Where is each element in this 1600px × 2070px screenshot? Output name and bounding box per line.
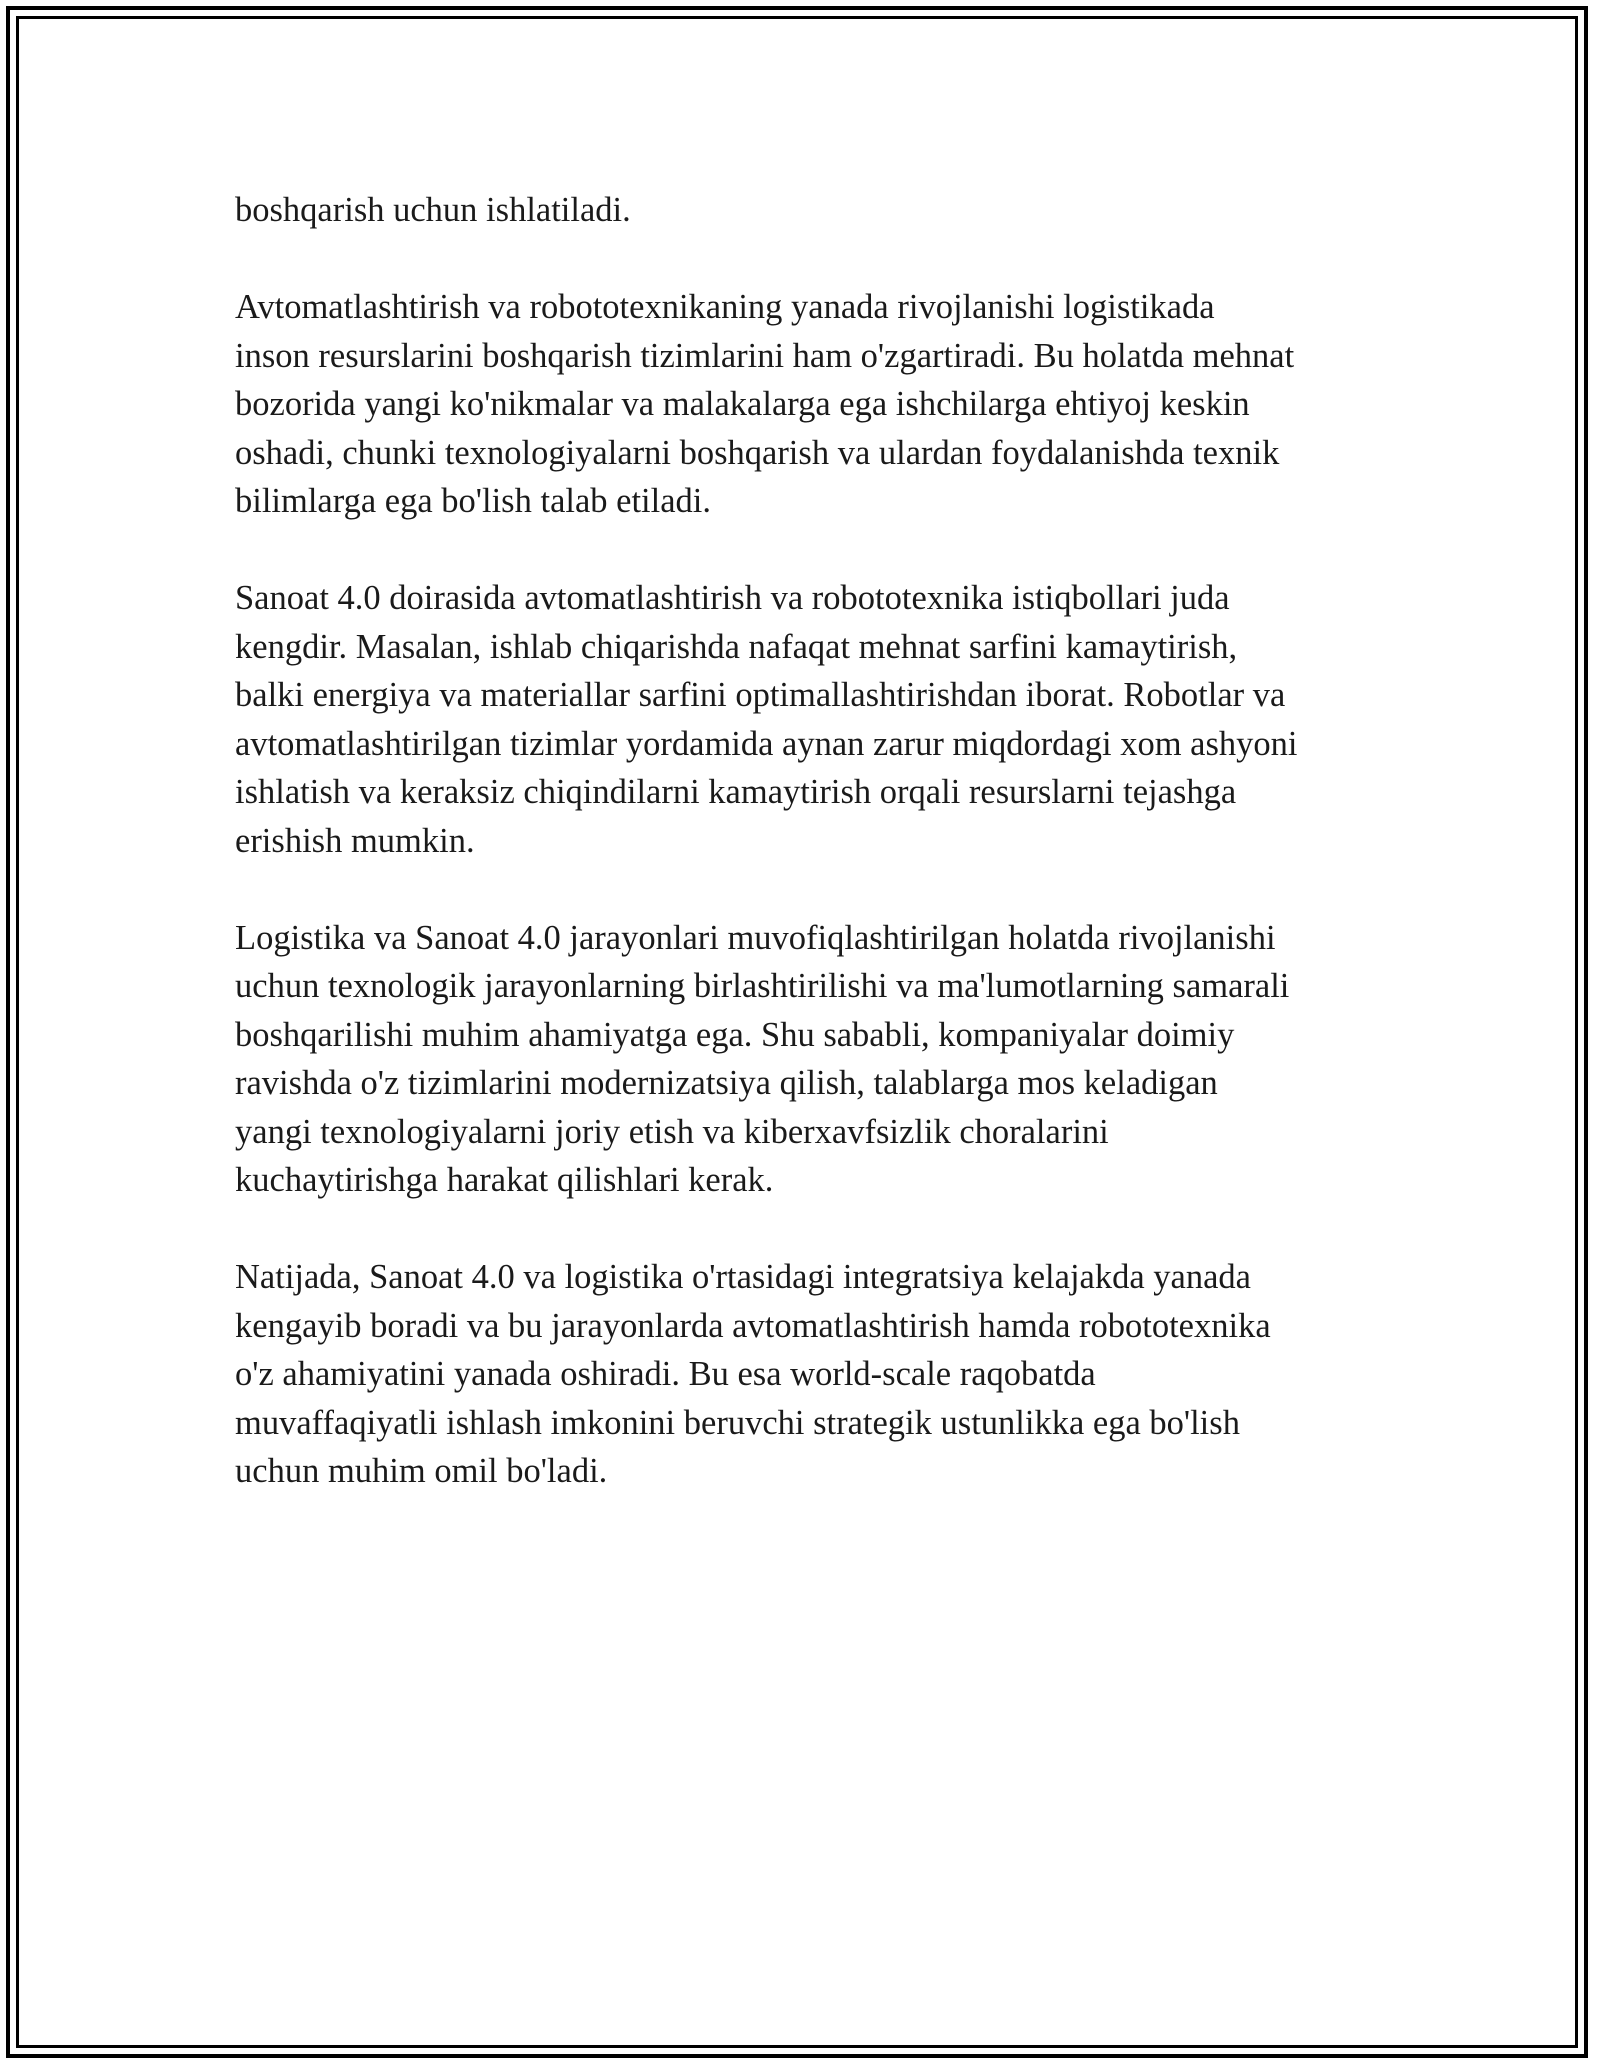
paragraph-3 [235, 574, 1385, 865]
text-line: bozorida yangi ko'nikmalar va malakalarga ega ishchilarga ehtiyoj keskin [235, 385, 1250, 423]
text-line: avtomatlashtirilgan tizimlar yordamida aynan zarur miqdordagi xom ashyoni [235, 724, 1298, 763]
text-line: Avtomatlashtirish va robototexnikaning yanada rivojlanishi logistikada [235, 288, 1215, 326]
text-line: muvaffaqiyatli ishlash imkonini beruvchi strategik ustunlikka ega bo'lish [235, 1403, 1240, 1442]
text-line: yangi texnologiyalarni joriy etish va kiberxavfsizlik choralarini [235, 1112, 1109, 1151]
document-body [235, 186, 1385, 1544]
text-line: balki energiya va materiallar sarfini optimallashtirishdan iborat. Robotlar va [235, 676, 1286, 714]
text-line: Natijada, Sanoat 4.0 va logistika o'rtasidagi integratsiya kelajakda yanada [235, 1258, 1251, 1296]
paragraph-5 [235, 1253, 1385, 1496]
text-line: o'z ahamiyatini yanada oshiradi. Bu esa world-scale raqobatda [235, 1355, 1096, 1393]
paragraph-4 [235, 914, 1385, 1205]
text-line: boshqarish uchun ishlatiladi. [235, 191, 631, 229]
text-line: kengdir. Masalan, ishlab chiqarishda nafaqat mehnat sarfini kamaytirish, [235, 627, 1238, 666]
text-line: oshadi, chunki texnologiyalarni boshqarish va ulardan foydalanishda texnik [235, 433, 1280, 472]
text-line: kengayib boradi va bu jarayonlarda avtomatlashtirish hamda robototexnika [235, 1306, 1271, 1345]
text-line: ravishda o'z tizimlarini modernizatsiya qilish, talablarga mos keladigan [235, 1064, 1218, 1102]
paragraph-1 [235, 186, 1385, 235]
text-line: boshqarilishi muhim ahamiyatga ega. Shu sababli, kompaniyalar doimiy [235, 1015, 1235, 1054]
text-line: erishish mumkin. [235, 821, 475, 860]
text-line: bilimlarga ega bo'lish talab etiladi. [235, 482, 711, 520]
text-line: uchun muhim omil bo'ladi. [235, 1452, 608, 1490]
text-line: inson resurslarini boshqarish tizimlarini ham o'zgartiradi. Bu holatda mehnat [235, 336, 1295, 375]
text-line: kuchaytirishga harakat qilishlari kerak. [235, 1161, 774, 1199]
text-line: Sanoat 4.0 doirasida avtomatlashtirish va robototexnika istiqbollari juda [235, 579, 1230, 617]
text-line: Logistika va Sanoat 4.0 jarayonlari muvofiqlashtirilgan holatda rivojlanishi [235, 918, 1276, 957]
paragraph-2 [235, 283, 1385, 526]
text-line: ishlatish va keraksiz chiqindilarni kamaytirish orqali resurslarni tejashga [235, 773, 1237, 811]
text-line: uchun texnologik jarayonlarning birlashtirilishi va ma'lumotlarning samarali [235, 967, 1290, 1005]
